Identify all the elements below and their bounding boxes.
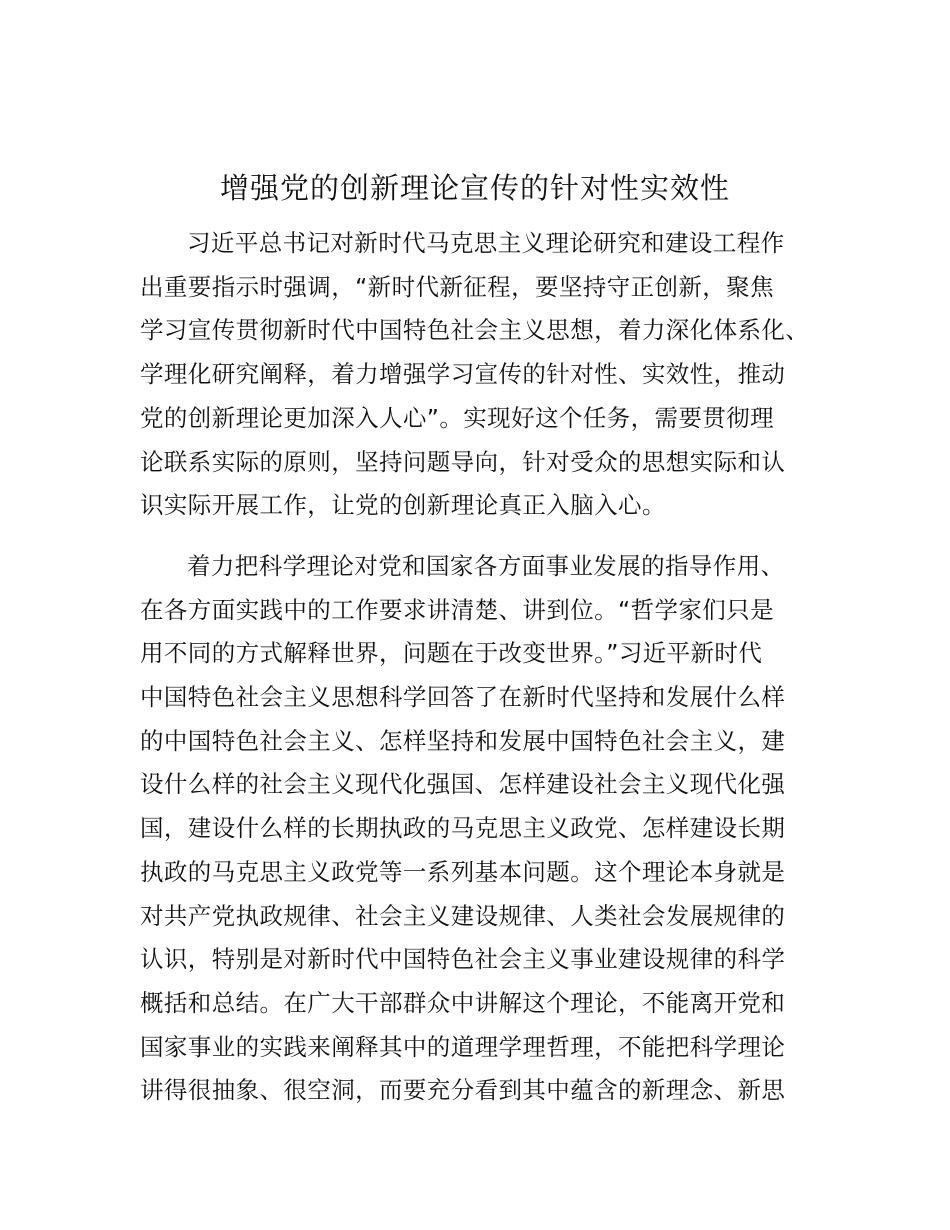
paragraph-2 xyxy=(140,545,820,1113)
text-line: 论联系实际的原则，坚持问题导向，针对受众的思想实际和认 xyxy=(140,447,786,476)
text-line: 党的创新理论更加深入人心”。实现好这个任务，需要贯彻理 xyxy=(140,403,774,432)
text-line: 对共产党执政规律、社会主义建设规律、人类社会发展规律的 xyxy=(140,901,786,930)
text-line: 设什么样的社会主义现代化强国、怎样建设社会主义现代化强 xyxy=(140,770,786,799)
paragraph-1 xyxy=(140,222,820,528)
text-line: 国家事业的实践来阐释其中的道理学理哲理，不能把科学理论 xyxy=(140,1032,786,1061)
text-line: 在各方面实践中的工作要求讲清楚、讲到位。“哲学家们只是 xyxy=(140,595,774,624)
text-line: 讲得很抽象、很空洞，而要充分看到其中蕴含的新理念、新思 xyxy=(140,1076,786,1105)
text-line: 概括和总结。在广大干部群众中讲解这个理论，不能离开党和 xyxy=(140,988,786,1017)
text-line: 出重要指示时强调，“新时代新征程，要坚持守正创新，聚焦 xyxy=(140,272,774,301)
text-line: 用不同的方式解释世界，问题在于改变世界。”习近平新时代 xyxy=(140,639,763,668)
text-line: 中国特色社会主义思想科学回答了在新时代坚持和发展什么样 xyxy=(140,683,786,712)
text-line: 识实际开展工作，让党的创新理论真正入脑入心。 xyxy=(140,491,666,520)
document-title: 增强党的创新理论宣传的针对性实效性 xyxy=(219,171,730,205)
text-line: 习近平总书记对新时代马克思主义理论研究和建设工程作 xyxy=(187,229,785,257)
text-line: 着力把科学理论对党和国家各方面事业发展的指导作用、 xyxy=(187,551,785,580)
text-line: 的中国特色社会主义、怎样坚持和发展中国特色社会主义，建 xyxy=(140,726,786,755)
document-body xyxy=(140,222,820,1130)
text-line: 学理化研究阐释，着力增强学习宣传的针对性、实效性，推动 xyxy=(140,360,786,389)
text-line: 认识，特别是对新时代中国特色社会主义事业建设规律的科学 xyxy=(140,945,786,974)
text-line: 学习宣传贯彻新时代中国特色社会主义思想，着力深化体系化、 xyxy=(140,316,810,345)
text-line: 国，建设什么样的长期执政的马克思主义政党、怎样建设长期 xyxy=(140,814,786,843)
text-line: 执政的马克思主义政党等一系列基本问题。这个理论本身就是 xyxy=(140,857,786,886)
